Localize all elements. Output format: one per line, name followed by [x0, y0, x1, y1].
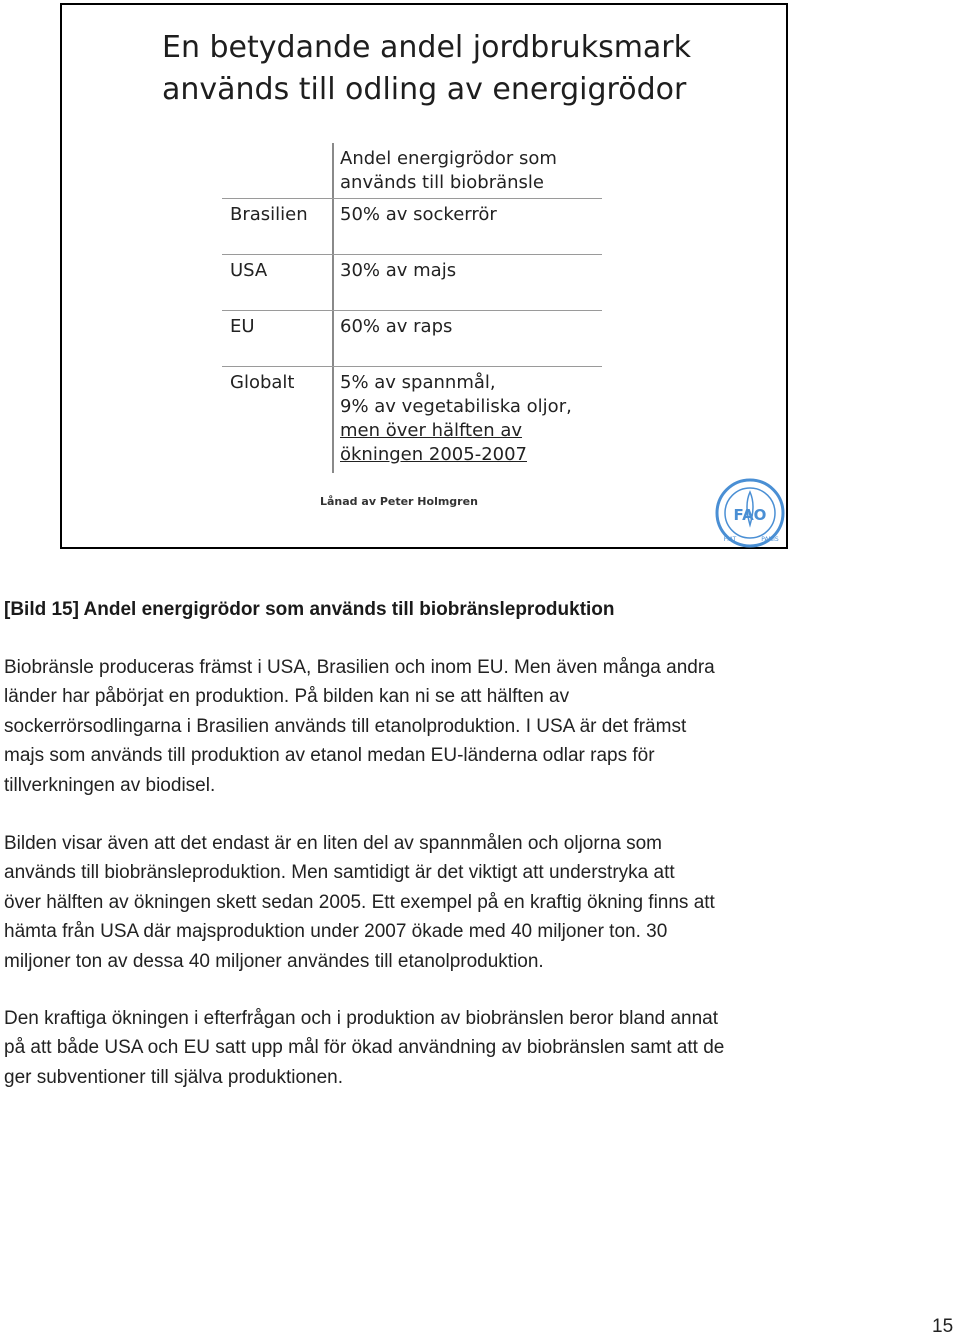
table-divider-vertical [332, 143, 334, 473]
row-label-eu: EU [230, 316, 255, 337]
fao-logo-text: FAO [733, 506, 767, 524]
fao-motto-left: FIAT [723, 536, 737, 543]
crop-share-table [62, 5, 786, 547]
row-label-usa: USA [230, 260, 268, 281]
text-line: majs som används till produktion av etanol medan EU-länderna odlar raps för [4, 745, 655, 767]
text-line: sockerrörsodlingarna i Brasilien används till etanolproduktion. I USA är det främst [4, 715, 687, 737]
text-line: hämta från USA där majsproduktion under 2007 ökade med 40 miljoner ton. 30 [4, 921, 668, 943]
table-divider-horizontal [222, 310, 602, 311]
table-header-line: används till biobränsle [340, 172, 544, 193]
slide-title-line: En betydande andel jordbruksmark [162, 30, 692, 65]
text-line: Den kraftiga ökningen i efterfrågan och i produktion av biobränslen beror bland annat [4, 1008, 719, 1029]
table-header [340, 147, 557, 195]
row-value-brasilien: 50% av sockerrör [340, 204, 497, 225]
paragraph-1 [4, 653, 904, 800]
text-line: används till biobränsleproduktion. Men samtidigt är det viktigt att understryka att [4, 862, 675, 884]
text-line: ger subventioner till själva produktionen. [4, 1066, 344, 1088]
row-value-line: ökningen 2005-2007 [340, 444, 527, 465]
table-divider-horizontal [222, 198, 602, 199]
row-value-line: men över hälften av [340, 420, 523, 441]
text-line: Biobränsle produceras främst i USA, Brasilien och inom EU. Men även många andra [4, 657, 715, 678]
slide-image [60, 3, 788, 549]
text-line: tillverkningen av biodisel. [4, 774, 216, 796]
slide-title-line: används till odling av energigrödor [162, 72, 687, 107]
fao-motto-right: PANIS [761, 536, 779, 543]
slide-credit: Lånad av Peter Holmgren [320, 495, 478, 508]
paragraph-3 [4, 1004, 904, 1092]
text-line: länder har påbörjat en produktion. På bilden kan ni se att hälften av [4, 686, 570, 708]
fao-logo [714, 477, 786, 549]
table-divider-horizontal [222, 366, 602, 367]
row-value-eu: 60% av raps [340, 316, 453, 337]
row-value-line: 9% av vegetabiliska oljor, [340, 396, 572, 417]
row-value-line: 5% av spannmål, [340, 372, 496, 393]
table-divider-horizontal [222, 254, 602, 255]
row-label-brasilien: Brasilien [230, 204, 308, 225]
text-line: över hälften av ökningen skett sedan 2005. Ett exempel på en kraftig ökning finns att [4, 891, 715, 913]
row-label-globalt: Globalt [230, 372, 295, 393]
paragraph-2 [4, 829, 904, 976]
table-header-line: Andel energigrödor som [340, 148, 557, 169]
image-caption: [Bild 15] Andel energigrödor som används till biobränsleproduktion [4, 599, 615, 620]
text-line: på att både USA och EU satt upp mål för ökad användning av biobränslen samt att de [4, 1037, 725, 1059]
text-line: miljoner ton av dessa 40 miljoner användes till etanolproduktion. [4, 950, 544, 972]
row-value-usa: 30% av majs [340, 260, 457, 281]
page-number: 15 [932, 1316, 954, 1337]
row-value-globalt [340, 371, 572, 467]
text-line: Bilden visar även att det endast är en liten del av spannmålen och oljorna som [4, 833, 663, 854]
